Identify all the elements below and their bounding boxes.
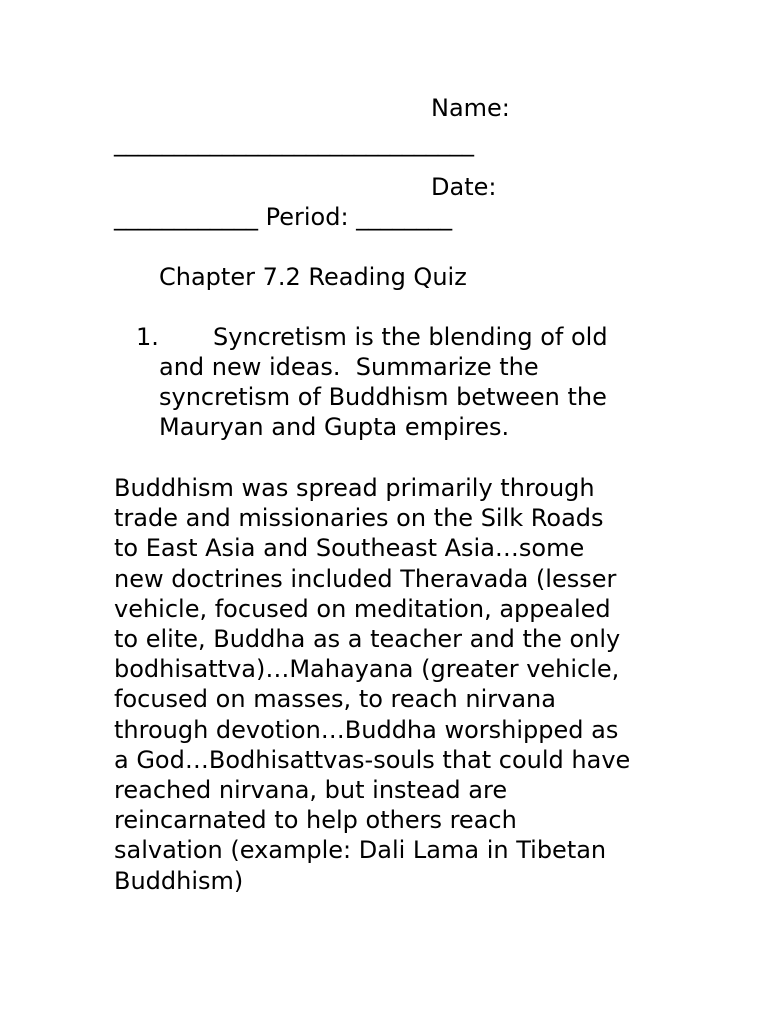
answer-line: to elite, Buddha as a teacher and the only <box>114 625 621 654</box>
answer-line: Buddhism) <box>114 866 244 895</box>
date-period-line[interactable]: ____________ Period: ________ <box>114 203 453 231</box>
quiz-title: Chapter 7.2 Reading Quiz <box>159 263 467 291</box>
answer-line: a God…Bodhisattvas-souls that could have <box>114 745 631 774</box>
answer-line: reached nirvana, but instead are <box>114 776 508 805</box>
answer-line: vehicle, focused on meditation, appealed <box>114 594 611 623</box>
name-blank[interactable]: ______________________________ <box>114 129 474 157</box>
name-label: Name: <box>431 94 510 122</box>
answer-line: focused on masses, to reach nirvana <box>114 685 556 714</box>
answer-line: new doctrines included Theravada (lesser <box>114 564 617 593</box>
question-number: 1. <box>136 323 159 351</box>
answer-line: through devotion…Buddha worshipped as <box>114 715 619 744</box>
question-line: and new ideas. Summarize the <box>159 353 539 381</box>
answer-line: reincarnated to help others reach <box>114 806 517 835</box>
question-line: Syncretism is the blending of old <box>213 323 608 351</box>
answer-line: Buddhism was spread primarily through <box>114 474 595 502</box>
answer-line: trade and missionaries on the Silk Roads <box>114 504 604 533</box>
date-label: Date: <box>431 173 497 201</box>
question-line: syncretism of Buddhism between the <box>159 383 607 411</box>
answer-paragraph <box>114 473 674 896</box>
question-line: Mauryan and Gupta empires. <box>159 413 510 441</box>
answer-line: salvation (example: Dali Lama in Tibetan <box>114 836 607 865</box>
answer-line: bodhisattva)…Mahayana (greater vehicle, <box>114 655 620 684</box>
answer-line: to East Asia and Southeast Asia…some <box>114 534 585 563</box>
